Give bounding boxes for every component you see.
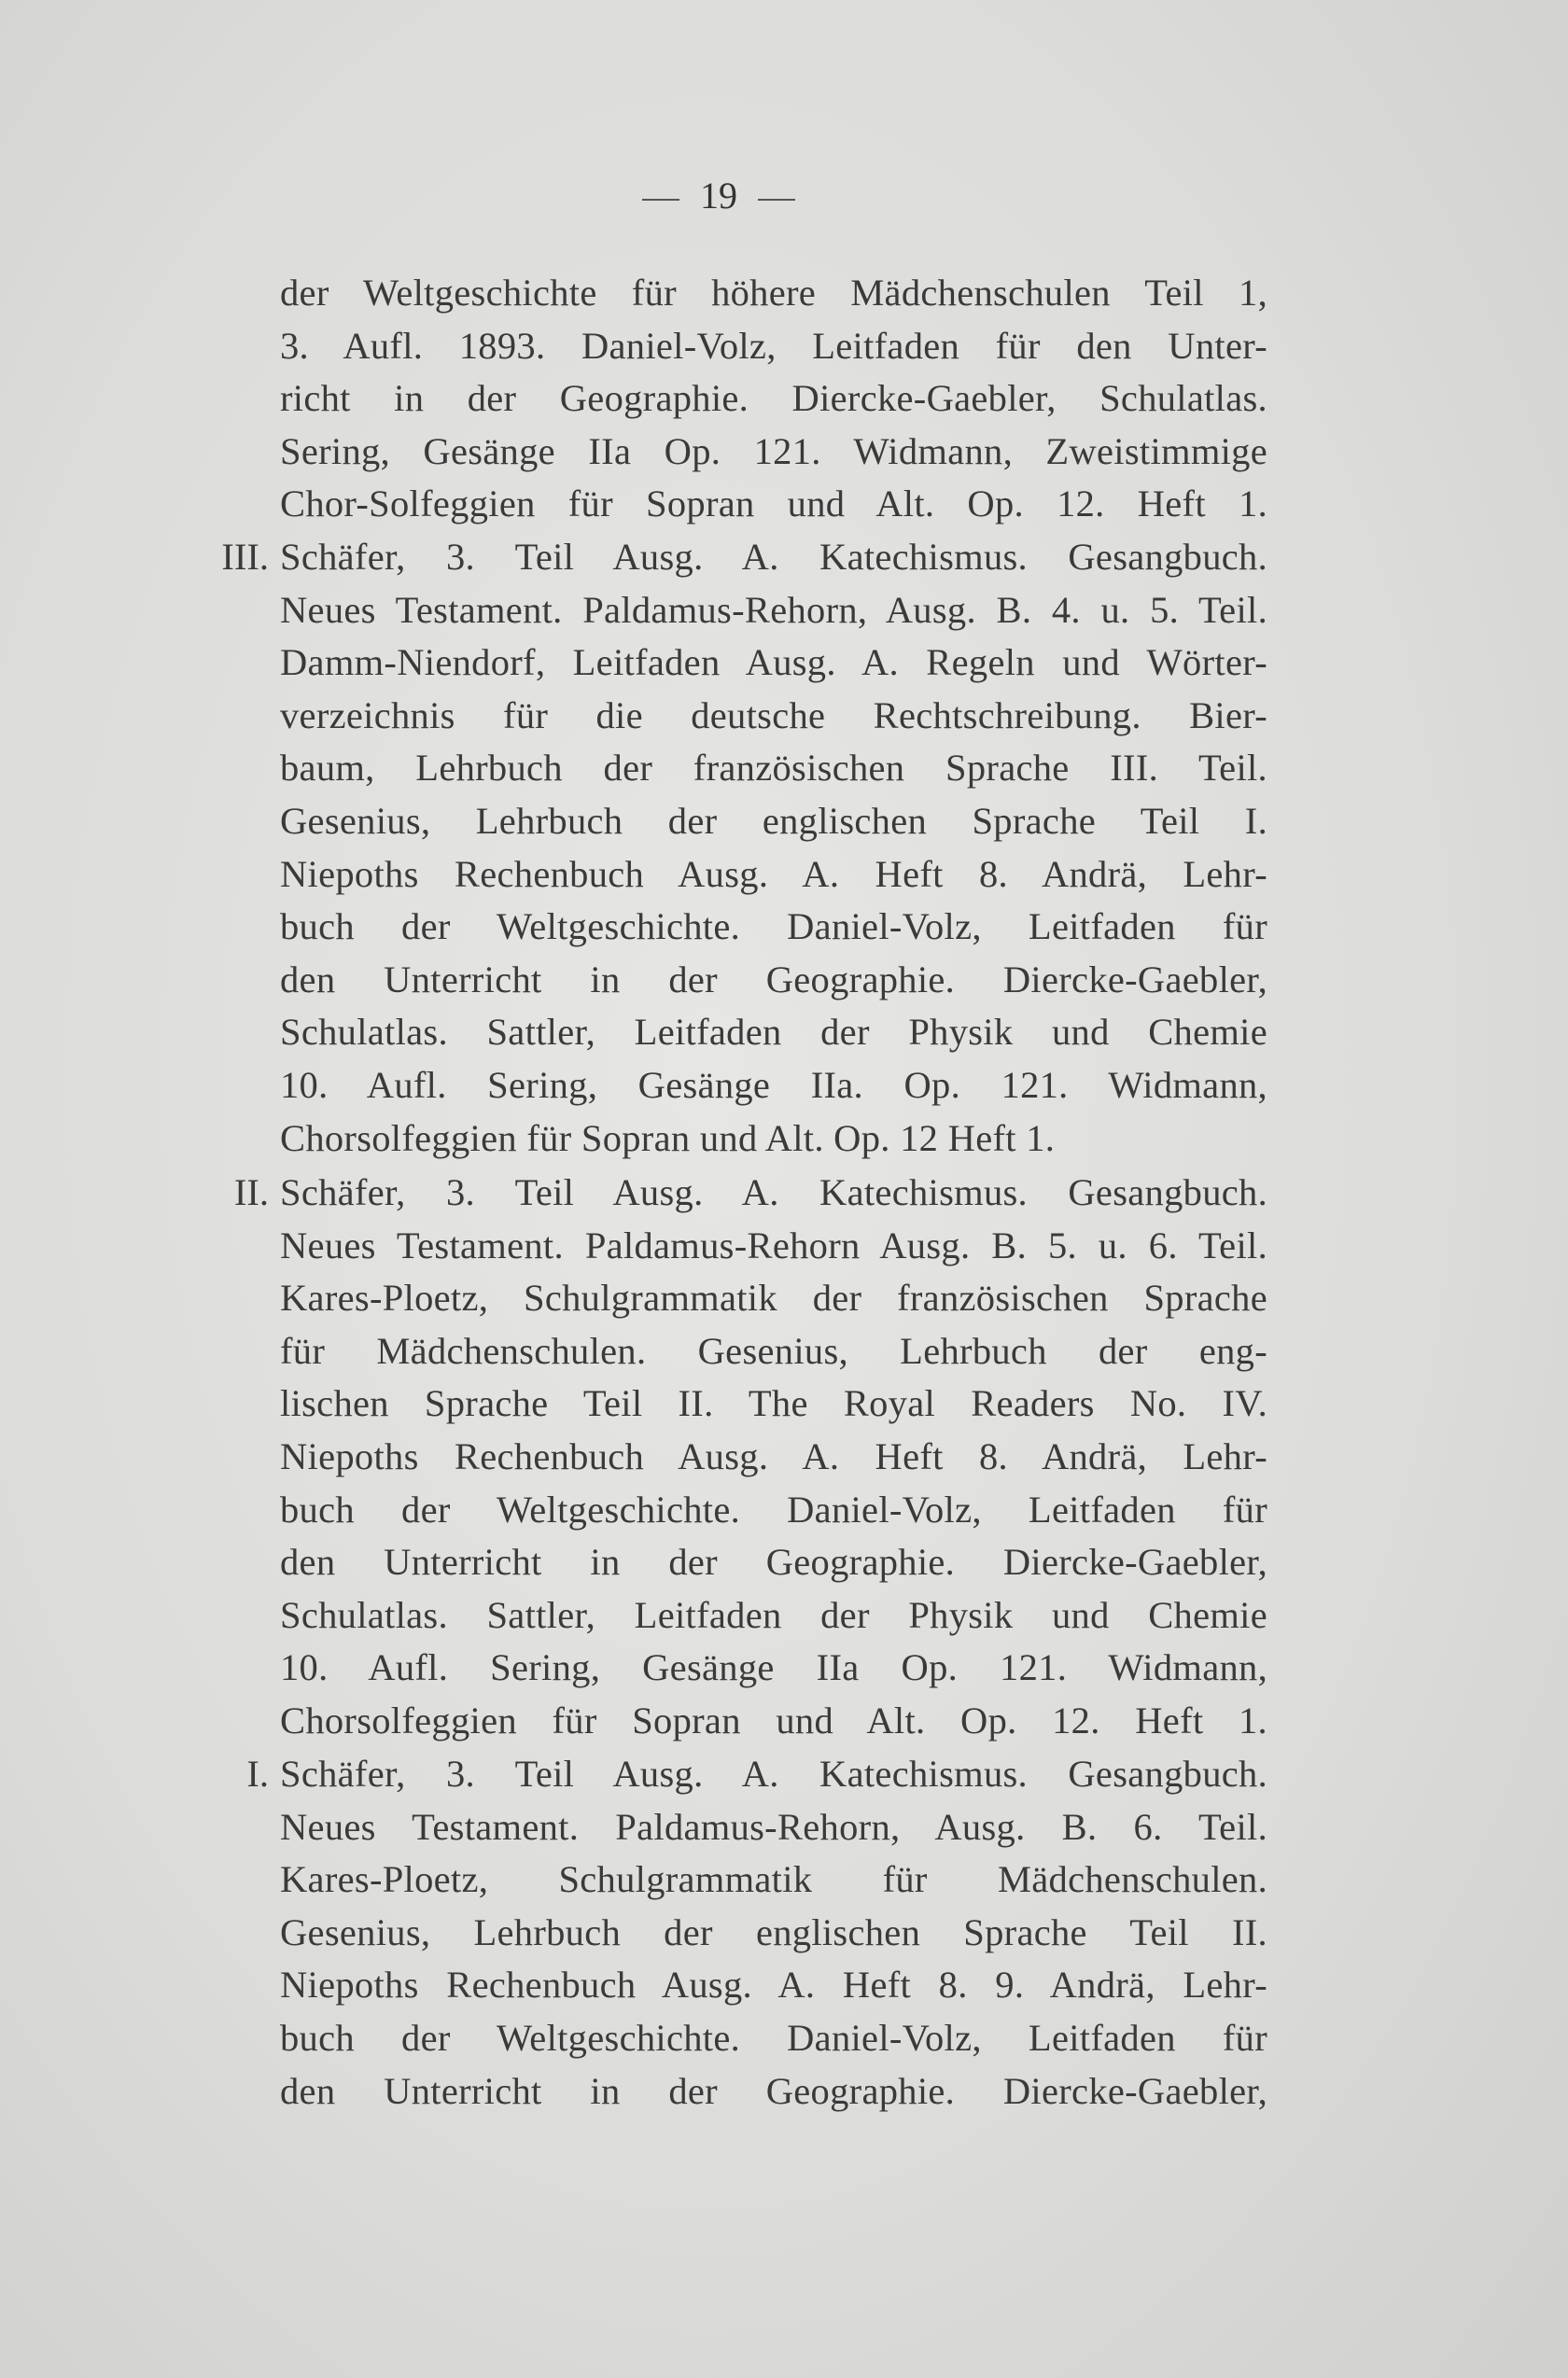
text-line: Neues Testament. Paldamus-Rehorn, Ausg. B. 6. Teil.: [280, 1805, 1267, 1848]
text-line: 3. Aufl. 1893. Daniel-Volz, Leitfaden für den Unter-: [280, 324, 1267, 367]
text-line: buch der Weltgeschichte. Daniel-Volz, Leitfaden für: [280, 1488, 1267, 1531]
text-line: den Unterricht in der Geographie. Diercke-Gaebler,: [280, 958, 1267, 1000]
text-line: buch der Weltgeschichte. Daniel-Volz, Leitfaden für: [280, 2016, 1267, 2059]
text-line: richt in der Geographie. Diercke-Gaebler, Schulatlas.: [280, 377, 1267, 420]
text-line: Chorsolfeggien für Sopran und Alt. Op. 12 Heft 1.: [280, 1116, 1056, 1159]
text-line: den Unterricht in der Geographie. Diercke-Gaebler,: [280, 1541, 1267, 1584]
text-line: Niepoths Rechenbuch Ausg. A. Heft 8. Andrä, Lehr-: [280, 852, 1267, 895]
text-line: lischen Sprache Teil II. The Royal Readers No. IV.: [280, 1382, 1267, 1425]
text-line: 10. Aufl. Sering, Gesänge IIa. Op. 121. Widmann,: [280, 1063, 1267, 1106]
text-line: Niepoths Rechenbuch Ausg. A. Heft 8. Andrä, Lehr-: [280, 1434, 1267, 1477]
text-line: Sering, Gesänge IIa Op. 121. Widmann, Zweistimmige: [280, 429, 1267, 472]
text-line: Schulatlas. Sattler, Leitfaden der Physik und Chemie: [280, 1593, 1267, 1636]
class-marker-ii: II.: [233, 1171, 269, 1213]
text-line: Damm-Niendorf, Leitfaden Ausg. A. Regeln und Wörter-: [280, 641, 1267, 684]
text-line: buch der Weltgeschichte. Daniel-Volz, Leitfaden für: [280, 905, 1267, 948]
dash-left: [642, 199, 679, 201]
dash-right: [758, 199, 795, 201]
text-line: für Mädchenschulen. Gesenius, Lehrbuch der eng-: [280, 1329, 1267, 1372]
text-line: Chor-Solfeggien für Sopran und Alt. Op. 12. Heft 1.: [280, 483, 1267, 525]
text-line: Schäfer, 3. Teil Ausg. A. Katechismus. Gesangbuch.: [280, 1171, 1267, 1213]
text-line: Niepoths Rechenbuch Ausg. A. Heft 8. 9. Andrä, Lehr-: [280, 1964, 1267, 2007]
text-line: Kares-Ploetz, Schulgrammatik der französischen Sprache: [280, 1277, 1267, 1320]
class-marker-i: I.: [246, 1753, 269, 1795]
section-class-iii: [280, 531, 1267, 1165]
text-line: Neues Testament. Paldamus-Rehorn Ausg. B. 5. u. 6. Teil.: [280, 1224, 1267, 1266]
text-line: Schäfer, 3. Teil Ausg. A. Katechismus. Gesangbuch.: [280, 536, 1267, 578]
text-line: der Weltgeschichte für höhere Mädchenschulen Teil 1,: [280, 272, 1267, 314]
text-line: Neues Testament. Paldamus-Rehorn, Ausg. B. 4. u. 5. Teil.: [280, 588, 1267, 631]
text-line: Chorsolfeggien für Sopran und Alt. Op. 12. Heft 1.: [280, 1699, 1267, 1742]
text-line: Kares-Ploetz, Schulgrammatik für Mädchenschulen.: [280, 1858, 1267, 1901]
text-line: den Unterricht in der Geographie. Diercke-Gaebler,: [280, 2069, 1267, 2112]
page-number: 19: [0, 174, 1437, 217]
text-line: Gesenius, Lehrbuch der englischen Sprache Teil II.: [280, 1910, 1267, 1953]
text-line: Schäfer, 3. Teil Ausg. A. Katechismus. Gesangbuch.: [280, 1753, 1267, 1795]
text-line: baum, Lehrbuch der französischen Sprache III. Teil.: [280, 747, 1267, 790]
text-line: Schulatlas. Sattler, Leitfaden der Physik und Chemie: [280, 1011, 1267, 1054]
section-class-ii: [280, 1167, 1267, 1748]
text-line: Gesenius, Lehrbuch der englischen Sprache Teil I.: [280, 799, 1267, 842]
class-marker-iii: III.: [221, 536, 269, 578]
section-class-i: [280, 1748, 1267, 2118]
text-line: 10. Aufl. Sering, Gesänge IIa Op. 121. Widmann,: [280, 1646, 1267, 1689]
text-line: verzeichnis für die deutsche Rechtschreibung. Bier-: [280, 693, 1267, 736]
section-continuation: [280, 267, 1267, 531]
